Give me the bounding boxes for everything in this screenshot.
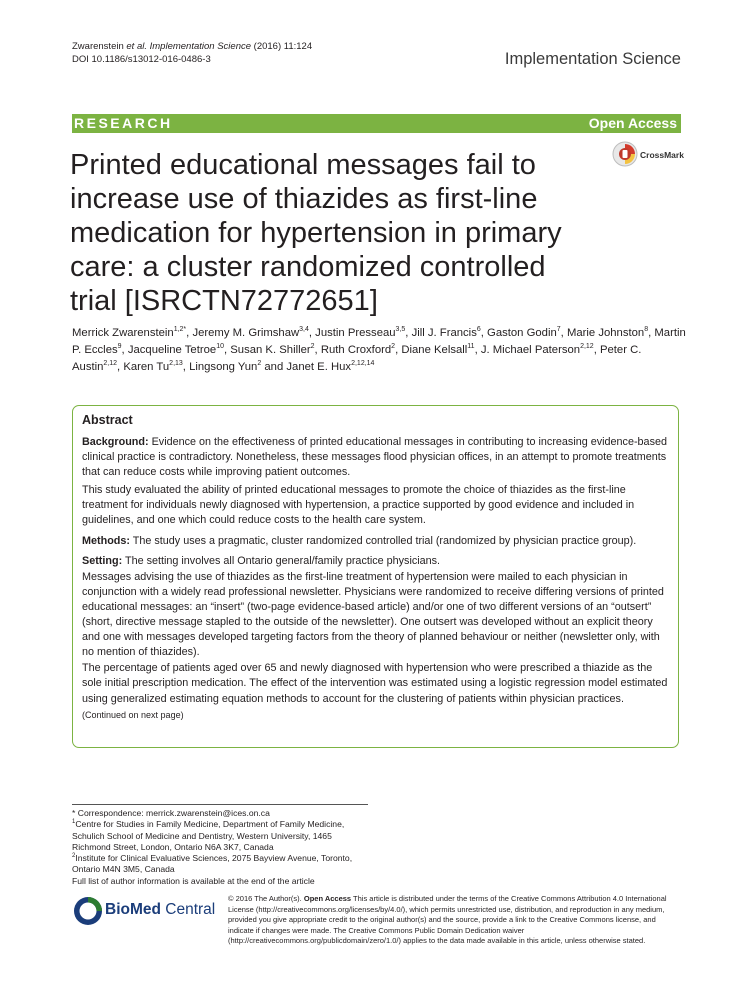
abstract-setting-2: Messages advising the use of thiazides as the first-line treatment of hypertension were mailed to each physician in conjunction with a widely read professional newsletter. Physicians were randomized to receive differing versions of printed educational messages: an “insert” (two-page evidence-based article) and/or one of two different versions of an “outsert” (short, directive message stapled to the outside of the newsletter). One outsert was developed without an explicit theory and one with messages developed targeting factors from the theory of planned behaviour or neither (newsletter only, with no mention of thiazides).: [82, 570, 664, 659]
article-type-band: [72, 114, 681, 133]
affiliation-2-number: 2: [72, 853, 76, 860]
crossmark-icon: [612, 141, 638, 167]
author-affiliation: 10: [216, 343, 224, 351]
open-access-label: Open Access: [588, 115, 677, 131]
abstract-background-2: This study evaluated the ability of printed educational messages to promote the choice of thiazides as the first-line treatment for individuals newly diagnosed with hypertension, a practice supported by good evidence and included in guidelines, and one which could reduce costs to the health care system.: [82, 484, 635, 527]
abstract-heading: Abstract: [82, 413, 133, 427]
publisher-logo: [72, 895, 217, 929]
author-name: Martin P. Eccles: [72, 327, 686, 357]
author-affiliation: 3,5: [395, 326, 406, 334]
author-name: Jacqueline Tetroe: [127, 344, 217, 357]
abstract-setting-3: The percentage of patients aged over 65 and newly diagnosed with hypertension who were prescribed a thiazide as the sole initial prescription medication. The effect of the intervention was estimated using a logistic regression model estimated using generalized estimating equation methods to account for the clustering of patients within physician practices.: [82, 662, 668, 705]
author-name: Peter C. Austin: [72, 344, 642, 374]
continued-note: (Continued on next page): [82, 709, 184, 720]
author-affiliation: 11: [467, 343, 475, 351]
article-title: Printed educational messages fail to increase use of thiazides as first-line medication for hypertension in primary care: a cluster randomized controlled trial [ISRCTN72772651]: [70, 149, 562, 317]
author-name: J. Michael Paterson: [480, 344, 581, 357]
author-name: Gaston Godin: [487, 327, 557, 339]
citation-header: [72, 40, 312, 66]
author-affiliation: 2: [310, 343, 315, 351]
abstract-setting: [82, 554, 669, 569]
author-name: Marie Johnston: [566, 327, 645, 339]
background-text: Evidence on the effectiveness of printed educational messages in contributing to increasing evidence-based clinical practice is contradictory. Nonetheless, these messages flood physician offices, in an attempt to promote treatments that can reduce costs while improving patient outcomes.: [82, 436, 667, 479]
affiliation-2: [72, 853, 372, 876]
author-name: Lingsong Yun: [189, 361, 258, 374]
publisher-name: [105, 901, 215, 919]
footnote-divider: [72, 804, 368, 805]
author-name: Jill J. Francis: [411, 327, 477, 339]
author-list: Merrick Zwarenstein$^{1,2*}$, Jeremy M. Grimshaw$^{3,4}$, Justin Presseau$^{3,5}$, Jill J. Francis$^6$, Gaston Godin$^7$, Marie Johnston$^8$, Martin P. Eccles$^9$, Jacqueline Tetroe$^{10}$, Susan K. Shiller$^2$, Ruth Croxford$^2$, Diane Kelsall$^{11}$, J. Michael Paterson$^{2,12}$, Peter C. Austin$^{2,12}$, Karen Tu$^{2,13}$, Lingsong Yun$^2$ and Janet E. Hux$^{2,12,14}$: [72, 326, 686, 374]
license-open-access: Open Access: [303, 894, 352, 903]
author-name: Justin Presseau: [315, 327, 396, 339]
methods-text: The study uses a pragmatic, cluster randomized controlled trial (randomized by physician practice group).: [129, 534, 637, 547]
citation-author: Zwarenstein: [72, 41, 127, 52]
publisher-name-bold: BioMed: [105, 901, 161, 918]
author-name: Jeremy M. Grimshaw: [192, 327, 300, 339]
author-affiliation: 8: [644, 326, 649, 334]
methods-label: Methods:: [82, 534, 130, 547]
author-affiliation: 2,12: [580, 343, 594, 351]
author-name: Janet E. Hux: [286, 361, 352, 374]
citation-line: [72, 40, 312, 53]
author-name: Susan K. Shiller: [230, 344, 311, 357]
author-affiliation: 2,13: [169, 360, 183, 368]
author-name: Karen Tu: [123, 361, 170, 374]
affiliation-2-text: Institute for Clinical Evaluative Sciences, 2075 Bayview Avenue, Toronto, Ontario M4N 3M5, Canada: [72, 853, 353, 875]
background-label: Background:: [82, 436, 149, 448]
biomed-central-logo-icon: [72, 895, 104, 927]
crossmark-badge[interactable]: [612, 141, 692, 171]
author-affiliation: 2,12,14: [351, 360, 375, 368]
affiliation-1-text: Centre for Studies in Family Medicine, Department of Family Medicine, Schulich School of Medicine and Dentistry, Western University, 1465 Richmond Street, London, Ontario N6A 3K7, Canada: [72, 819, 345, 852]
author-name: Merrick Zwarenstein: [72, 327, 174, 339]
doi[interactable]: DOI 10.1186/s13012-016-0486-3: [72, 54, 211, 65]
article-type-label: RESEARCH: [74, 115, 173, 131]
abstract-box: [72, 405, 679, 748]
author-affiliation: 2,12: [103, 360, 118, 368]
citation-volume: (2016) 11:124: [251, 41, 313, 52]
author-affiliation: 1,2*: [173, 326, 187, 334]
journal-name: Implementation Science: [504, 50, 681, 68]
author-name: Diane Kelsall: [401, 344, 468, 357]
copyright: © 2016 The Author(s).: [228, 894, 304, 903]
author-affiliation: 2: [391, 343, 396, 351]
abstract-background: [82, 435, 669, 480]
license-text: [228, 894, 683, 947]
author-name: Ruth Croxford: [320, 344, 392, 357]
setting-label: Setting:: [82, 554, 123, 567]
author-affiliation: 7: [556, 326, 561, 334]
correspondence: * Correspondence: merrick.zwarenstein@ices.on.ca: [72, 808, 270, 818]
citation-journal: et al. Implementation Science: [126, 41, 252, 52]
author-affiliation: 2: [257, 360, 262, 368]
footnotes: [72, 808, 372, 887]
abstract-methods: [82, 534, 669, 549]
affiliation-1: [72, 819, 372, 853]
setting-text: The setting involves all Ontario general/family practice physicians.: [122, 554, 441, 567]
author-affiliation: 9: [117, 343, 122, 351]
publisher-name-rest: Central: [160, 901, 216, 918]
author-affiliation: 6: [476, 326, 481, 334]
crossmark-label: CrossMark: [640, 150, 684, 160]
license-body: This article is distributed under the terms of the Creative Commons Attribution 4.0 International License (http://creativecommons.org/licenses/by/4.0/), which permits unrestricted use, distribution, and reproduction in any medium, provided you give appropriate credit to the original author(s) and the source, provide a link to the Creative Commons license, and indicate if changes were made. The Creative Commons Public Domain Dedication waiver (http://creativecommons.org/publicdomain/zero/1.0/) applies to the data made available in this article, unless otherwise stated.: [228, 894, 667, 946]
full-list-note: Full list of author information is available at the end of the article: [72, 875, 315, 886]
affiliation-1-number: 1: [72, 819, 76, 826]
author-affiliation: 3,4: [299, 326, 309, 334]
